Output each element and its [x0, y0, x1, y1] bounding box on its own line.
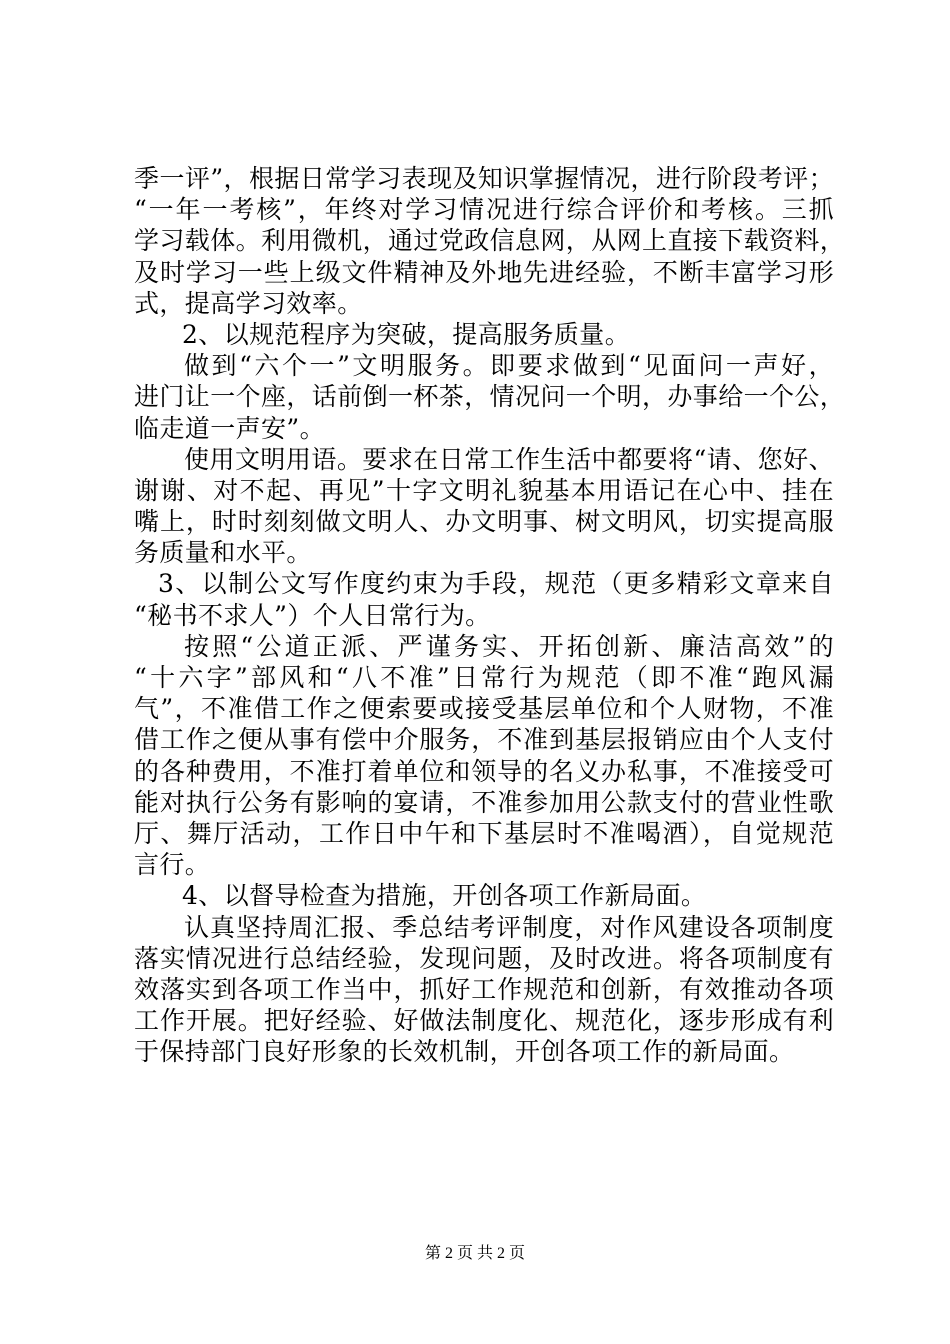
text-line: 工作开展。把好经验、好做法制度化、规范化，逐步形成有利 [134, 1006, 834, 1036]
text-line: “秘书不求人”）个人日常行为。 [134, 600, 491, 630]
text-line: 临走道一声安”。 [134, 413, 325, 443]
text-line: 3、以制公文写作度约束为手段，规范（更多精彩文章来自 [158, 569, 834, 599]
text-line: 谢谢、对不起、再见”十字文明礼貌基本用语记在心中、挂在 [134, 475, 834, 505]
text-line: 做到“六个一”文明服务。即要求做到“见面问一声好， [184, 351, 834, 381]
text-line: 的各种费用，不准打着单位和领导的名义办私事，不准接受可 [134, 756, 834, 786]
text-line: 式，提高学习效率。 [134, 288, 363, 318]
text-line: “十六字”部风和“八不准”日常行为规范（即不准“跑风漏 [134, 663, 834, 692]
text-line: 季一评”，根据日常学习表现及知识掌握情况，进行阶段考评； [134, 164, 834, 193]
text-line: 能对执行公务有影响的宴请，不准参加用公款支付的营业性歌 [134, 787, 834, 817]
text-line: 2、以规范程序为突破，提高服务质量。 [182, 319, 631, 349]
text-line: 借工作之便从事有偿中介服务，不准到基层报销应由个人支付 [134, 725, 834, 755]
text-line: 于保持部门良好形象的长效机制，开创各项工作的新局面。 [134, 1037, 795, 1067]
document-body [134, 163, 846, 1067]
text-line: 气”，不准借工作之便索要或接受基层单位和个人财物，不准 [134, 694, 834, 724]
text-line: 落实情况进行总结经验，发现问题，及时改进。将各项制度有 [134, 943, 834, 973]
text-line: 使用文明用语。要求在日常工作生活中都要将“请、您好、 [184, 444, 834, 474]
text-line: 效落实到各项工作当中，抓好工作规范和创新，有效推动各项 [134, 974, 834, 1004]
text-line: 认真坚持周汇报、季总结考评制度，对作风建设各项制度 [184, 912, 834, 942]
text-line: 及时学习一些上级文件精神及外地先进经验，不断丰富学习形 [134, 257, 834, 287]
text-line: 务质量和水平。 [134, 538, 312, 568]
text-line: 学习载体。利用微机，通过党政信息网，从网上直接下载资料， [134, 226, 846, 256]
text-line: 言行。 [134, 850, 211, 880]
text-line: 按照“公道正派、严谨务实、开拓创新、廉洁高效”的 [184, 631, 834, 661]
page-number-label: 第 2 页 共 2 页 [424, 1245, 525, 1262]
text-line: 4、以督导检查为措施，开创各项工作新局面。 [182, 881, 707, 911]
text-line: 嘴上，时时刻刻做文明人、办文明事、树文明风，切实提高服 [134, 507, 834, 537]
page-footer [0, 1244, 950, 1264]
text-line: 厅、舞厅活动，工作日中午和下基层时不准喝酒），自觉规范 [134, 818, 834, 848]
text-line: “一年一考核”，年终对学习情况进行综合评价和考核。三抓 [134, 195, 834, 225]
text-line: 进门让一个座，话前倒一杯茶，情况问一个明，办事给一个公， [134, 382, 846, 412]
